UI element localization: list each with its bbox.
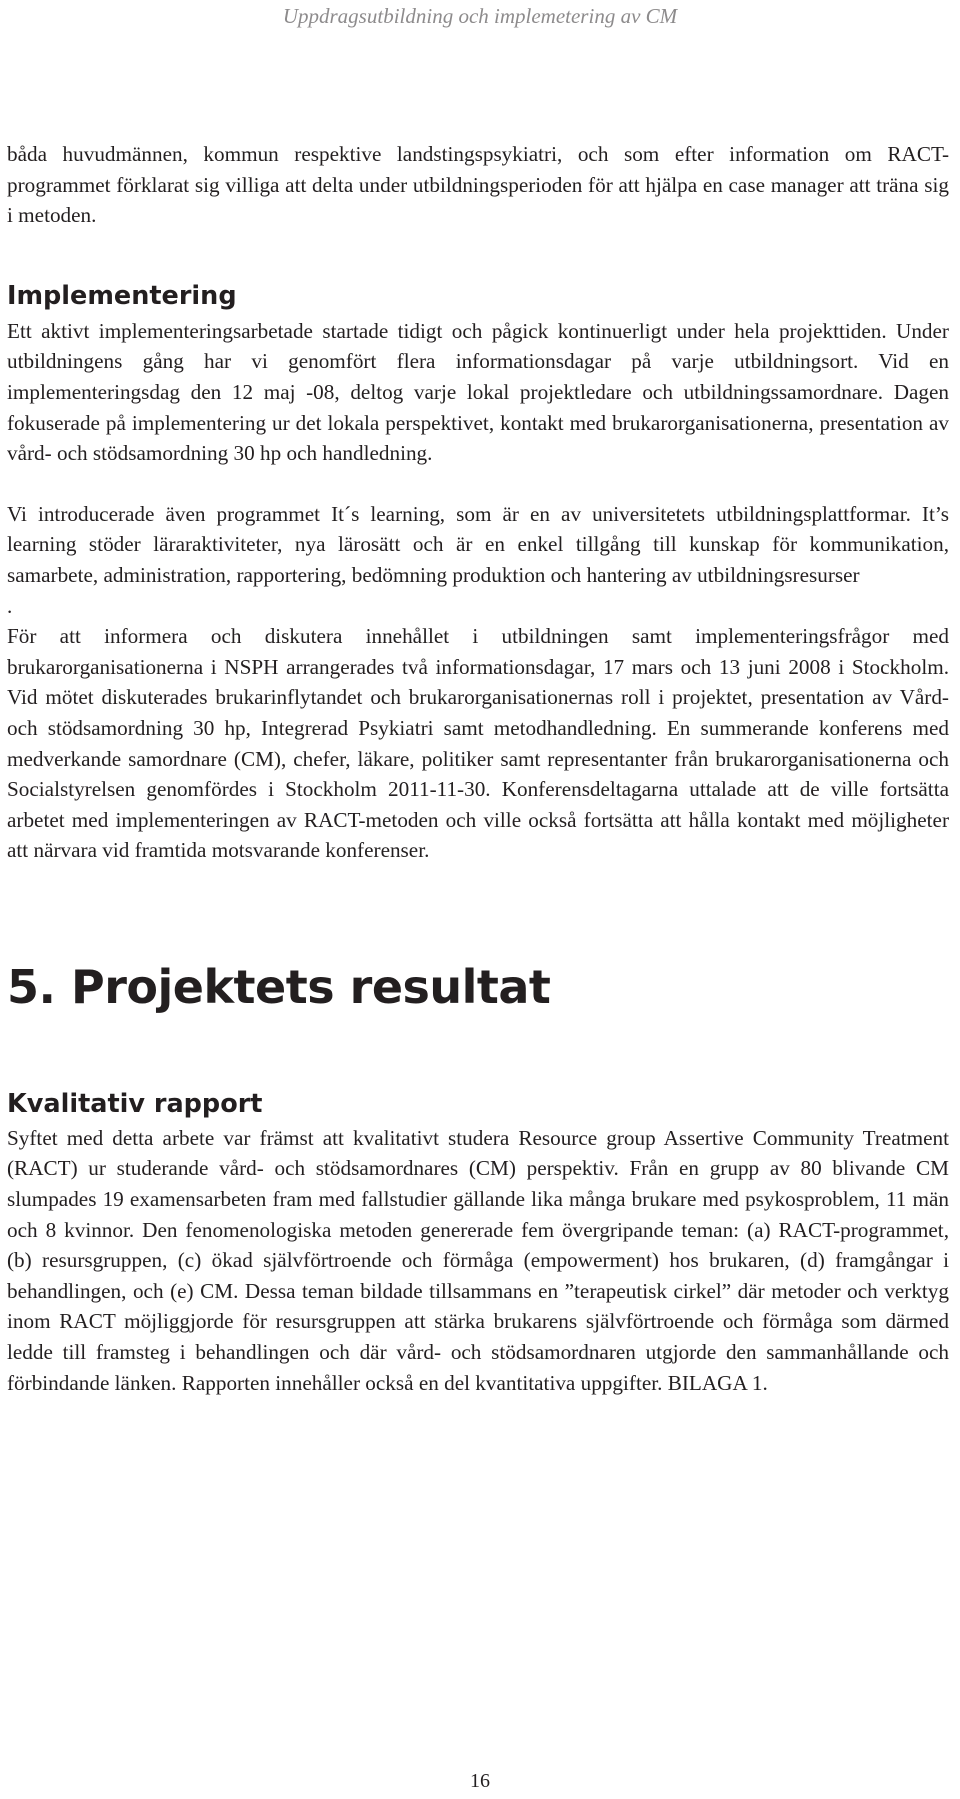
chapter-heading: 5. Projektets resultat bbox=[7, 959, 551, 1014]
paragraph-implementering-2: Vi introducerade även programmet It´s learning, som är en av universitetets utbildningsplattformar. It’s learning stöder läraraktiviteter, nya lärosätt och är en enkel tillgång till kunskap för kommunikation, samarbete, administration, rapportering, bedömning produktion och hantering av utbildningsresurser bbox=[7, 501, 949, 587]
paragraph-implementering-1: Ett aktivt implementeringsarbetade startade tidigt och pågick kontinuerligt under hela projekttiden. Under utbildningens gång har vi genomfört flera informationsdagar på varje utbildningsort. Vid en implementeringsdag den 12 maj -08, deltog varje lokal projektledare och utbildningssamordnare. Dagen fokuserade på implementering ur det lokala perspektivet, kontakt med brukarorganisationerna, presentation av vård- och stödsamordning 30 hp och handledning. bbox=[7, 318, 949, 466]
paragraph-kvalitativ: Syftet med detta arbete var främst att kvalitativt studera Resource group Assertive Community Treatment (RACT) ur studerande vård- och stödsamordnares (CM) perspektiv. Från en grupp av 80 blivande CM slumpades 19 examensarbeten fram med fallstudier gällande lika många brukare med psykosproblem, 11 män och 8 kvinnor. Den fenomenologiska metoden genererade fem övergripande teman: (a) RACT-programmet, (b) resursgruppen, (c) ökad självförtroende och förmåga (empowerment) hos brukaren, (d) framgångar i behandlingen, och (e) CM. Dessa teman bildade tillsammans en ”terapeutisk cirkel” där metoder och verktyg inom RACT möjliggjorde för resursgruppen att stärka brukarens självförtroende och förmåga som därmed ledde till framsteg i behandlingen och där vård- och stödsamordnaren utgjorde den sammanhållande och förbindande länken. Rapporten innehåller också en del kvantitativa uppgifter. BILAGA 1. bbox=[7, 1125, 949, 1395]
intro-paragraph: båda huvudmännen, kommun respektive landstingspsykiatri, och som efter information om RACT-programmet förklarat sig villiga att delta under utbildningsperioden för att hjälpa en case manager att träna sig i metoden. bbox=[7, 142, 949, 228]
page-number: 16 bbox=[470, 1770, 490, 1792]
paragraph-implementering-3: För att informera och diskutera innehållet i utbildningen samt implementeringsfrågor med brukarorganisationerna i NSPH arrangerades två informationsdagar, 17 mars och 13 juni 2008 i Stockholm. Vid mötet diskuterades brukarinflytandet och brukarorganisationernas roll i projektet, presentation av Vård- och stödsamordning 30 hp, Integrerad Psykiatri samt metodhandledning. En summerande konferens med medverkande samordnare (CM), chefer, läkare, politiker samt representanter från brukarorganisationerna och Socialstyrelsen genomfördes i Stockholm 2011-11-30. Konferensdeltagarna uttalade att de ville fortsätta arbetet med implementeringen av RACT-metoden och ville också fortsätta att hålla kontakt med möjligheter att närvara vid framtida motsvarande konferenser. bbox=[7, 624, 949, 863]
section-heading-kvalitativ: Kvalitativ rapport bbox=[7, 1088, 263, 1119]
section-heading-implementering: Implementering bbox=[7, 280, 237, 311]
running-header: Uppdragsutbildning och implemetering av CM bbox=[282, 4, 678, 28]
page-content bbox=[7, 139, 949, 1398]
paragraph-stray-period: . bbox=[7, 593, 13, 618]
